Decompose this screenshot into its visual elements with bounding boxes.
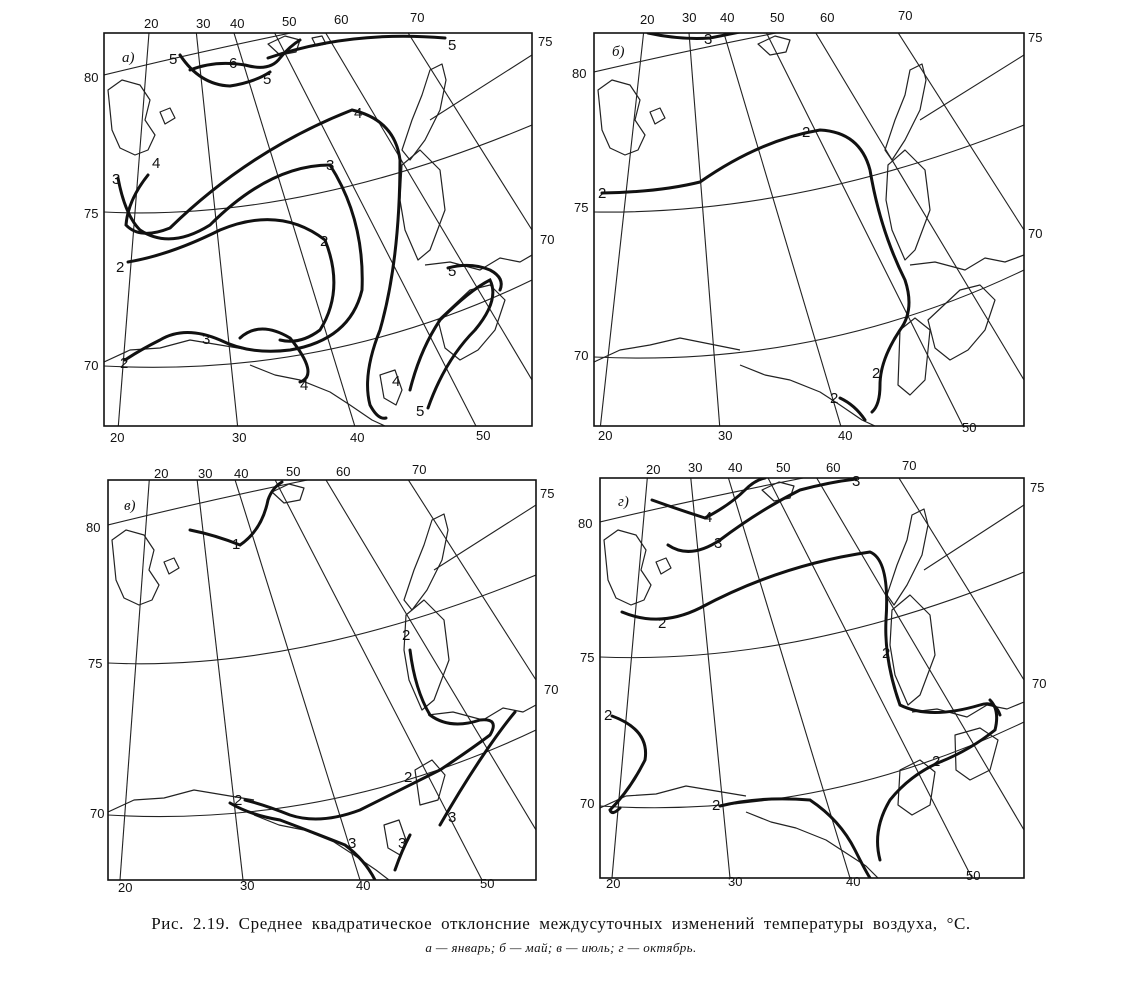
isoline-label: 2 — [830, 390, 839, 407]
svg-text:60: 60 — [336, 464, 351, 479]
svg-text:50: 50 — [286, 464, 301, 479]
svg-text:30: 30 — [728, 874, 743, 889]
isoline-label: 5 — [448, 37, 457, 54]
panel-label: б) — [612, 44, 625, 60]
svg-text:60: 60 — [820, 10, 835, 25]
isoline-label: 3 — [348, 835, 357, 852]
isoline-label: 4 — [354, 105, 363, 122]
isoline-label: 1 — [232, 536, 241, 553]
latitude-labels — [578, 480, 1046, 811]
svg-text:70: 70 — [410, 10, 425, 25]
isoline-label: 2 — [320, 233, 329, 250]
caption-main: Рис. 2.19. Среднее квадратическое отклонсние междусуточных изменений температуры воздуха, °С. — [151, 914, 971, 933]
latitude-labels — [84, 34, 554, 373]
isoline-label: 3 — [704, 31, 713, 48]
isoline-label: 3 — [112, 171, 121, 188]
isoline-label: 2 — [604, 707, 613, 724]
longitude-labels-top — [640, 8, 912, 27]
svg-text:20: 20 — [640, 12, 655, 27]
svg-text:30: 30 — [240, 878, 255, 893]
svg-text:50: 50 — [480, 876, 495, 891]
svg-text:40: 40 — [356, 878, 371, 893]
svg-text:75: 75 — [574, 200, 589, 215]
isoline-label: 4 — [300, 377, 309, 394]
svg-text:30: 30 — [688, 460, 703, 475]
svg-text:70: 70 — [84, 358, 99, 373]
isoline-label: 4 — [152, 155, 161, 172]
map-panel-g — [578, 440, 1046, 891]
isoline-label: 2 — [932, 753, 941, 770]
svg-text:75: 75 — [538, 34, 553, 49]
graticule — [108, 440, 536, 880]
svg-text:75: 75 — [88, 656, 103, 671]
svg-text:60: 60 — [826, 460, 841, 475]
isoline-label: 5 — [169, 51, 178, 68]
svg-text:80: 80 — [572, 66, 587, 81]
map-panel-a — [84, 0, 554, 445]
isoline-label: 2 — [802, 124, 811, 141]
isoline-label: 3 — [852, 473, 861, 490]
svg-text:20: 20 — [144, 16, 159, 31]
isoline-label: 2 — [882, 645, 891, 662]
isoline-label: 2 — [402, 627, 411, 644]
isoline-label: 2 — [404, 769, 413, 786]
svg-text:20: 20 — [118, 880, 133, 895]
svg-text:50: 50 — [776, 460, 791, 475]
svg-text:50: 50 — [282, 14, 297, 29]
map-frame — [600, 478, 1024, 878]
coastline — [594, 36, 1024, 426]
svg-text:40: 40 — [230, 16, 245, 31]
svg-text:20: 20 — [110, 430, 125, 445]
longitude-labels-bottom — [118, 876, 494, 895]
coastline — [600, 482, 1024, 878]
panel-label: а) — [122, 50, 135, 66]
svg-text:70: 70 — [412, 462, 427, 477]
isoline-label: 2 — [234, 792, 243, 809]
svg-text:50: 50 — [770, 10, 785, 25]
svg-text:75: 75 — [84, 206, 99, 221]
isoline-label: 6 — [229, 55, 238, 72]
svg-text:70: 70 — [544, 682, 559, 697]
isoline-label: 4 — [392, 373, 401, 390]
svg-text:40: 40 — [728, 460, 743, 475]
isoline-label: 5 — [448, 263, 457, 280]
isoline-labels — [598, 31, 880, 407]
isoline-label: 5 — [263, 71, 272, 88]
svg-text:70: 70 — [540, 232, 555, 247]
svg-text:30: 30 — [198, 466, 213, 481]
svg-text:75: 75 — [580, 650, 595, 665]
svg-text:30: 30 — [232, 430, 247, 445]
isoline-label: 2 — [116, 259, 125, 276]
svg-text:70: 70 — [898, 8, 913, 23]
svg-text:50: 50 — [476, 428, 491, 443]
panel-label: в) — [124, 498, 136, 514]
isoline-label: 2 — [120, 355, 129, 372]
svg-text:70: 70 — [580, 796, 595, 811]
longitude-labels-top — [646, 458, 916, 477]
svg-text:50: 50 — [962, 420, 977, 435]
svg-text:30: 30 — [682, 10, 697, 25]
svg-text:70: 70 — [1032, 676, 1047, 691]
svg-text:30: 30 — [718, 428, 733, 443]
map-panel-b — [572, 0, 1042, 443]
svg-text:70: 70 — [574, 348, 589, 363]
svg-text:40: 40 — [838, 428, 853, 443]
svg-text:30: 30 — [196, 16, 211, 31]
isoline-label: 3 — [398, 835, 407, 852]
svg-text:70: 70 — [90, 806, 105, 821]
svg-text:40: 40 — [720, 10, 735, 25]
svg-text:40: 40 — [350, 430, 365, 445]
svg-text:40: 40 — [234, 466, 249, 481]
isoline-label: 3 — [448, 809, 457, 826]
svg-text:70: 70 — [1028, 226, 1043, 241]
isoline-label: 3 — [714, 535, 723, 552]
svg-text:50: 50 — [966, 868, 981, 883]
isoline-label: 2 — [598, 185, 607, 202]
isoline-label: 2 — [658, 615, 667, 632]
svg-text:80: 80 — [578, 516, 593, 531]
graticule — [600, 440, 1024, 878]
svg-text:20: 20 — [154, 466, 169, 481]
isoline-label: 2 — [872, 365, 881, 382]
isoline-label: 5 — [416, 403, 425, 420]
svg-text:70: 70 — [902, 458, 917, 473]
isoline-label: 3 — [202, 331, 211, 348]
isoline-label: 3 — [326, 157, 335, 174]
longitude-labels-top — [154, 462, 426, 481]
isoline-label: 4 — [704, 509, 713, 526]
svg-text:80: 80 — [84, 70, 99, 85]
svg-text:20: 20 — [606, 876, 621, 891]
svg-text:75: 75 — [540, 486, 555, 501]
svg-text:75: 75 — [1028, 30, 1043, 45]
svg-text:60: 60 — [334, 12, 349, 27]
svg-text:40: 40 — [846, 874, 861, 889]
longitude-labels-bottom — [598, 420, 976, 443]
longitude-labels-top — [144, 10, 424, 31]
caption-sub: а — январь; б — май; в — июль; г — октябрь. — [425, 940, 697, 955]
svg-text:20: 20 — [646, 462, 661, 477]
map-frame — [594, 33, 1024, 426]
svg-text:75: 75 — [1030, 480, 1045, 495]
panel-label: г) — [618, 494, 629, 510]
isoline-label: 2 — [712, 797, 721, 814]
graticule — [594, 0, 1024, 430]
map-panel-v — [86, 440, 558, 895]
svg-text:20: 20 — [598, 428, 613, 443]
coastline — [108, 484, 536, 880]
longitude-labels-bottom — [110, 428, 490, 445]
figure-caption — [0, 914, 1122, 956]
isolines — [602, 28, 909, 420]
svg-text:80: 80 — [86, 520, 101, 535]
longitude-labels-bottom — [606, 868, 980, 891]
